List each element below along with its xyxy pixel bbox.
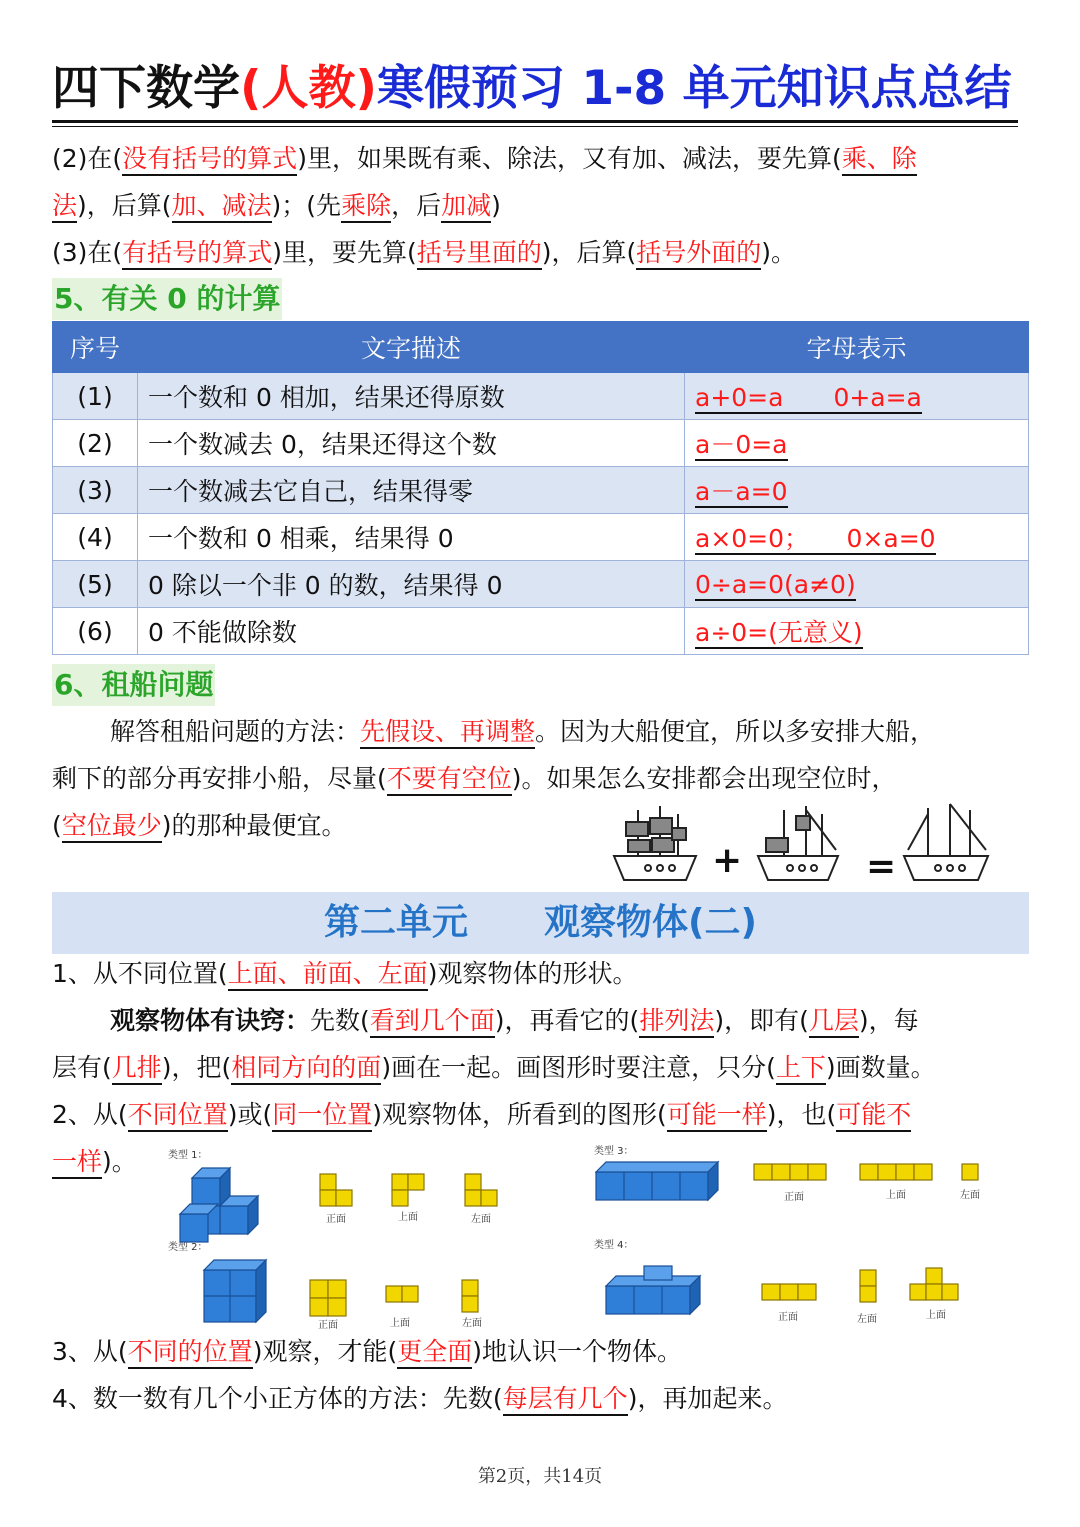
- unit-two-topic: 观察物体(二): [544, 902, 757, 943]
- ship-icon: [904, 804, 988, 880]
- order-line-2: 法)，后算(加、减法)；(先乘除，后加减): [52, 188, 501, 224]
- page-title: [52, 58, 1028, 120]
- observe-line-2: 观察物体有诀窍：先数(看到几个面)，再看它的(排列法)，即有(几层)，每: [110, 1003, 919, 1039]
- zero-calc-table: [52, 321, 1029, 655]
- svg-text:正面: 正面: [778, 1312, 798, 1323]
- ship-icon: [758, 806, 838, 880]
- page-footer: 第2页，共14页: [477, 1466, 603, 1487]
- cube-row-3: [596, 1162, 718, 1200]
- cube-stack-4: [606, 1266, 700, 1314]
- observe-line-5: 一样)。: [52, 1144, 137, 1180]
- header-no: 序号: [53, 322, 138, 373]
- unit-two-label: 第二单元: [324, 902, 469, 943]
- svg-text:上面: 上面: [926, 1310, 946, 1321]
- svg-text:上面: 上面: [886, 1190, 906, 1201]
- title-part2: (人教): [240, 61, 377, 116]
- observe-line-1: 1、从不同位置(上面、前面、左面)观察物体的形状。: [52, 956, 637, 992]
- svg-text:上面: 上面: [398, 1212, 418, 1223]
- section-title-boat: 6、租船问题: [52, 664, 215, 706]
- ships-illustration: [608, 800, 992, 892]
- section-title-zero: 5、有关 0 的计算: [52, 278, 282, 320]
- type4-views: [762, 1268, 958, 1302]
- svg-text:左面: 左面: [960, 1190, 980, 1201]
- header-formula: 字母表示: [685, 322, 1029, 373]
- order-line-1: (2)在(没有括号的算式)里，如果既有乘、除法，又有加、减法，要先算(乘、除: [52, 141, 917, 177]
- title-rule: [52, 120, 1018, 123]
- svg-text:正面: 正面: [784, 1192, 804, 1203]
- type3-views: [754, 1164, 978, 1180]
- svg-text:左面: 左面: [471, 1214, 491, 1225]
- observe-line-6: 3、从(不同的位置)观察，才能(更全面)地认识一个物体。: [52, 1334, 682, 1370]
- type1-views: [320, 1174, 497, 1206]
- boat-line-3: (空位最少)的那种最便宜。: [52, 808, 347, 844]
- table-header-row: [53, 322, 1029, 373]
- cube-stack-1: [180, 1168, 258, 1242]
- svg-text:正面: 正面: [318, 1320, 338, 1331]
- observe-line-7: 4、数一数有几个小正方体的方法：先数(每层有几个)，再加起来。: [52, 1381, 787, 1417]
- title-part1: 四下数学: [52, 61, 240, 116]
- boat-line-1: 解答租船问题的方法：先假设、再调整。因为大船便宜，所以多安排大船，: [110, 714, 935, 750]
- unit-two-banner: [52, 892, 1029, 954]
- svg-text:正面: 正面: [326, 1214, 346, 1225]
- observe-line-3: 层有(几排)，把(相同方向的面)画在一起。画图形时要注意，只分(上下)画数量。: [52, 1050, 936, 1086]
- table-row: (2) 一个数减去 0，结果还得这个数 a－0=a: [53, 420, 1029, 467]
- table-row: (5) 0 除以一个非 0 的数，结果得 0 0÷a=0(a≠0): [53, 561, 1029, 608]
- table-row: (3) 一个数减去它自己，结果得零 a－a=0: [53, 467, 1029, 514]
- order-line-3: (3)在(有括号的算式)里，要先算(括号里面的)，后算(括号外面的)。: [52, 235, 796, 271]
- type4-label: 类型 4：: [594, 1240, 634, 1251]
- svg-text:左面: 左面: [462, 1318, 482, 1329]
- observe-line-4: 2、从(不同位置)或(同一位置)观察物体，所看到的图形(可能一样)，也(可能不: [52, 1097, 911, 1133]
- table-row: (6) 0 不能做除数 a÷0=(无意义): [53, 608, 1029, 655]
- svg-text:上面: 上面: [390, 1318, 410, 1329]
- title-part3: 寒假预习 1-8 单元知识点总结: [376, 61, 1012, 116]
- equals-sign: =: [866, 846, 897, 887]
- boat-line-2: 剩下的部分再安排小船，尽量(不要有空位)。如果怎么安排都会出现空位时，: [52, 761, 897, 797]
- ship-icon: [614, 806, 696, 880]
- type1-label: 类型 1：: [168, 1150, 208, 1161]
- table-row: (4) 一个数和 0 相乘，结果得 0 a×0=0； 0×a=0: [53, 514, 1029, 561]
- cube-stack-2: [204, 1260, 266, 1322]
- svg-text:左面: 左面: [857, 1314, 877, 1325]
- plus-sign: +: [712, 840, 743, 881]
- type2-views: [310, 1280, 478, 1316]
- title-rule-thin: [52, 126, 1018, 127]
- type3-label: 类型 3：: [594, 1146, 634, 1157]
- type2-label: 类型 2：: [168, 1242, 208, 1253]
- table-row: (1) 一个数和 0 相加，结果还得原数 a+0=a 0+a=a: [53, 373, 1029, 420]
- header-desc: 文字描述: [138, 322, 685, 373]
- view-figures: [160, 1144, 1000, 1334]
